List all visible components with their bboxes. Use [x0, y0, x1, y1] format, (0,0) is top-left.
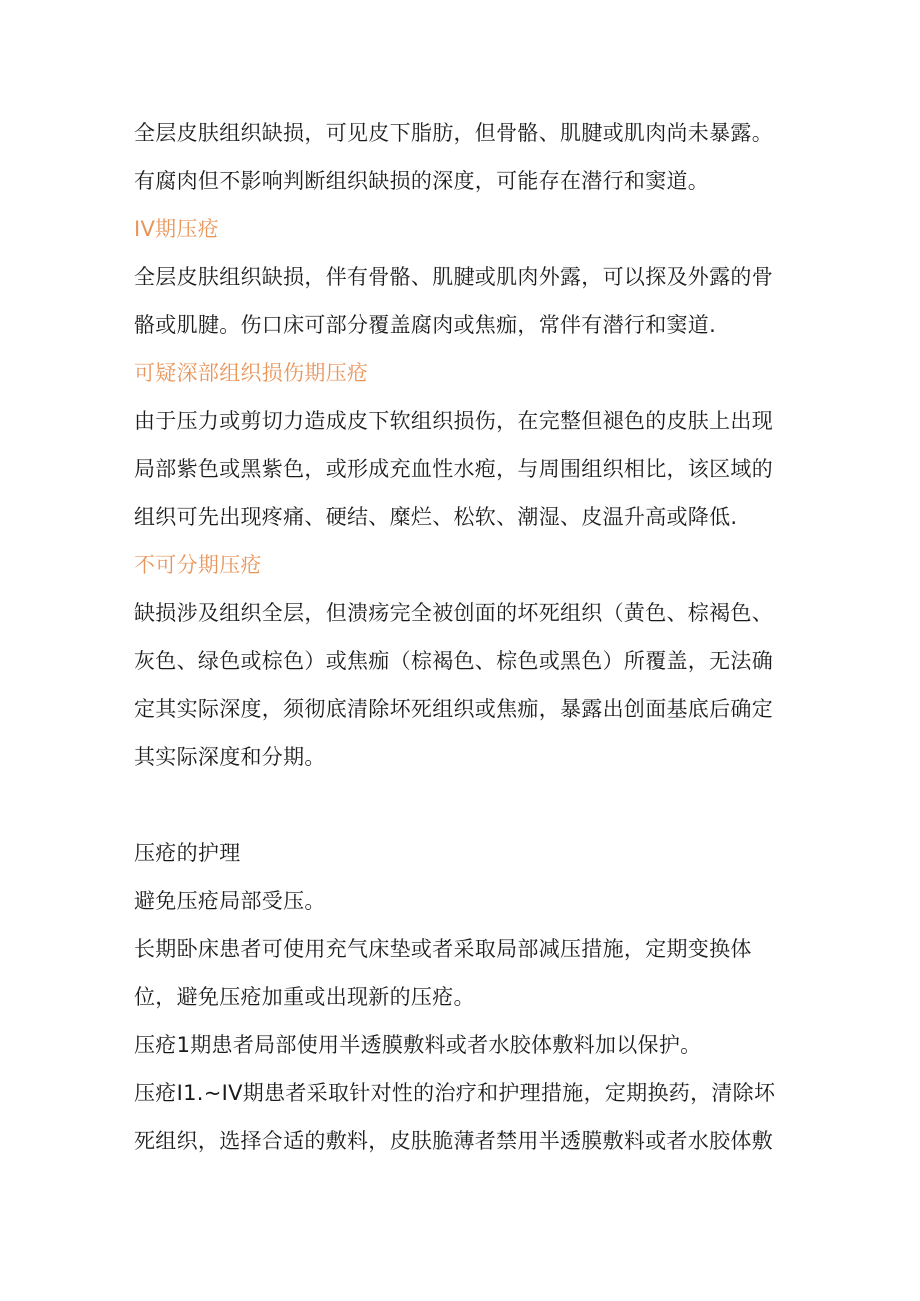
care-item-2-line-2: 位，避免压疮加重或出现新的压疮。: [134, 985, 475, 1009]
deep-tissue-injury-description-line-1: 由于压力或剪切力造成皮下软组织损伤，在完整但褪色的皮肤上出现: [134, 409, 773, 433]
deep-tissue-injury-description-line-3: 组织可先出现疼痛、硬结、糜烂、松软、潮湿、皮温升高或降低.: [134, 505, 738, 529]
unstageable-description-line-1: 缺损涉及组织全层，但溃疡完全被创面的坏死组织（黄色、棕褐色、: [134, 601, 773, 625]
care-item-4-line-1: 压疮I1.~IV期患者采取针对性的治疗和护理措施，定期换药，清除坏: [134, 1081, 776, 1105]
unstageable-description-line-4: 其实际深度和分期。: [134, 745, 326, 769]
stage3-description-line-2: 有腐肉但不影响判断组织缺损的深度，可能存在潜行和窦道。: [134, 169, 710, 193]
care-item-2-line-1: 长期卧床患者可使用充气床垫或者采取局部减压措施，定期变换体: [134, 937, 752, 961]
care-item-3: 压疮1期患者局部使用半透膜敷料或者水胶体敷料加以保护。: [134, 1033, 702, 1057]
stage3-description-line-1: 全层皮肤组织缺损，可见皮下脂肪，但骨骼、肌腱或肌肉尚未暴露。: [134, 121, 773, 145]
stage4-description-line-1: 全层皮肤组织缺损，伴有骨骼、肌腱或肌肉外露，可以探及外露的骨: [134, 265, 773, 289]
stage4-heading: IV期压疮: [134, 217, 220, 241]
unstageable-description-line-3: 定其实际深度，须彻底清除坏死组织或焦痂，暴露出创面基底后确定: [134, 697, 773, 721]
stage4-description-line-2: 骼或肌腱。伤口床可部分覆盖腐肉或焦痂，常伴有潜行和窦道.: [134, 313, 717, 337]
unstageable-description-line-2: 灰色、绿色或棕色）或焦痂（棕褐色、棕色或黑色）所覆盖，无法确: [134, 649, 773, 673]
care-item-1: 避免压疮局部受压。: [134, 889, 326, 913]
unstageable-heading: 不可分期压疮: [134, 553, 262, 577]
deep-tissue-injury-heading: 可疑深部组织损伤期压疮: [134, 361, 369, 385]
care-item-4-line-2: 死组织，选择合适的敷料，皮肤脆薄者禁用半透膜敷料或者水胶体敷: [134, 1129, 773, 1153]
deep-tissue-injury-description-line-2: 局部紫色或黑紫色，或形成充血性水疱，与周围组织相比，该区域的: [134, 457, 773, 481]
care-heading: 压疮的护理: [134, 841, 241, 865]
